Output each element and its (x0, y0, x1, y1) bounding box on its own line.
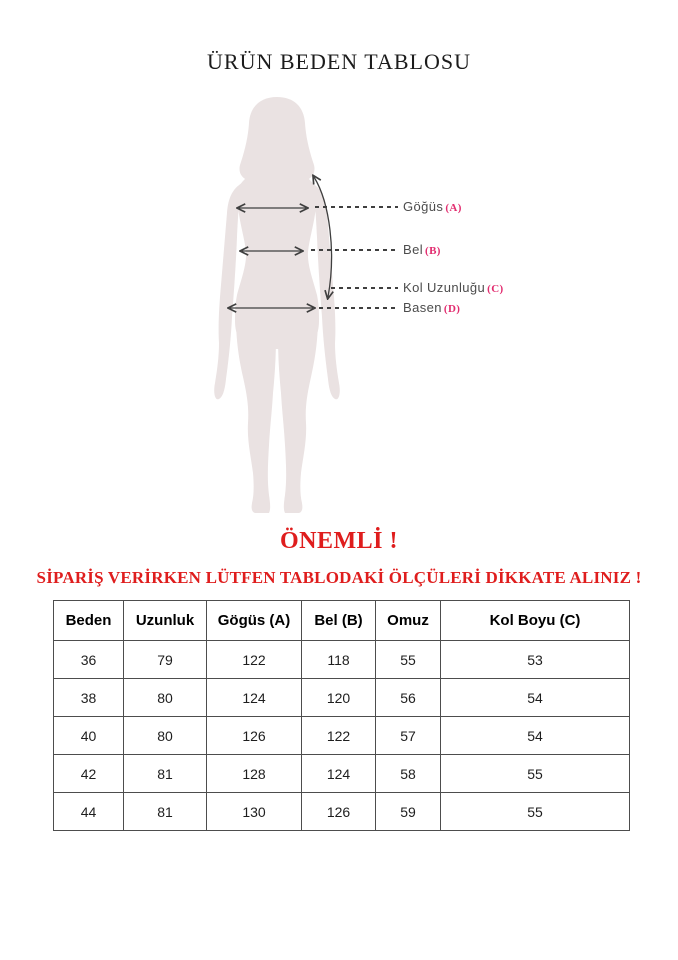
table-row (54, 679, 630, 717)
silhouette-left-leg (236, 317, 276, 513)
col-header-uzunluk: Uzunluk (124, 601, 207, 641)
col-header-gogus: Gögüs (A) (207, 601, 302, 641)
measure-label-chest (403, 200, 462, 215)
size-cell: 42 (54, 755, 124, 793)
size-cell: 56 (376, 679, 441, 717)
size-table (53, 600, 630, 831)
size-cell: 80 (124, 679, 207, 717)
silhouette-shapes (214, 97, 340, 513)
table-row (54, 793, 630, 831)
size-cell: 122 (207, 641, 302, 679)
measure-label-text: Basen (403, 300, 442, 315)
silhouette-right-arm (312, 183, 340, 399)
size-cell: 81 (124, 793, 207, 831)
measure-label-text: Göğüs (403, 199, 444, 214)
size-cell: 126 (302, 793, 376, 831)
col-header-bel: Bel (B) (302, 601, 376, 641)
table-header-row (54, 601, 630, 641)
measure-label-letter: (A) (445, 202, 462, 214)
important-heading: ÖNEMLİ ! (280, 528, 398, 554)
col-header-kol-boyu: Kol Boyu (C) (441, 601, 630, 641)
dash-line-chest (315, 206, 398, 208)
dash-line-waist (311, 249, 398, 251)
measure-label-arm-length (403, 281, 504, 296)
size-cell: 128 (207, 755, 302, 793)
silhouette-head (239, 97, 314, 181)
table-row (54, 717, 630, 755)
dash-line-hip (319, 307, 398, 309)
size-cell: 80 (124, 717, 207, 755)
size-cell: 38 (54, 679, 124, 717)
size-cell: 130 (207, 793, 302, 831)
measure-label-letter: (C) (487, 283, 504, 295)
size-cell: 57 (376, 717, 441, 755)
size-cell: 53 (441, 641, 630, 679)
size-cell: 79 (124, 641, 207, 679)
size-cell: 36 (54, 641, 124, 679)
col-header-beden: Beden (54, 601, 124, 641)
size-cell: 54 (441, 717, 630, 755)
size-cell: 55 (376, 641, 441, 679)
size-table-body (54, 641, 630, 831)
table-row (54, 755, 630, 793)
size-cell: 122 (302, 717, 376, 755)
size-cell: 124 (302, 755, 376, 793)
silhouette-right-leg (278, 317, 318, 513)
size-cell: 59 (376, 793, 441, 831)
dash-line-arm-length (331, 287, 398, 289)
size-cell: 54 (441, 679, 630, 717)
size-cell: 118 (302, 641, 376, 679)
measure-label-letter: (D) (443, 303, 461, 315)
size-cell: 58 (376, 755, 441, 793)
size-cell: 126 (207, 717, 302, 755)
size-cell: 44 (54, 793, 124, 831)
col-header-omuz: Omuz (376, 601, 441, 641)
body-silhouette (192, 85, 362, 515)
warning-text: SİPARİŞ VERİRKEN LÜTFEN TABLODAKİ ÖLÇÜLERİ DİKKATE ALINIZ ! (36, 568, 642, 587)
size-cell: 120 (302, 679, 376, 717)
measure-label-hip (403, 301, 460, 316)
measure-label-text: Kol Uzunluğu (403, 280, 486, 295)
size-cell: 81 (124, 755, 207, 793)
size-cell: 124 (207, 679, 302, 717)
size-cell: 55 (441, 755, 630, 793)
measure-label-letter: (B) (425, 245, 441, 257)
table-row (54, 641, 630, 679)
size-cell: 55 (441, 793, 630, 831)
measure-label-waist (403, 243, 441, 258)
size-cell: 40 (54, 717, 124, 755)
silhouette-left-arm (214, 183, 242, 399)
measure-label-text: Bel (403, 242, 423, 257)
page-title: ÜRÜN BEDEN TABLOSU (207, 49, 471, 74)
